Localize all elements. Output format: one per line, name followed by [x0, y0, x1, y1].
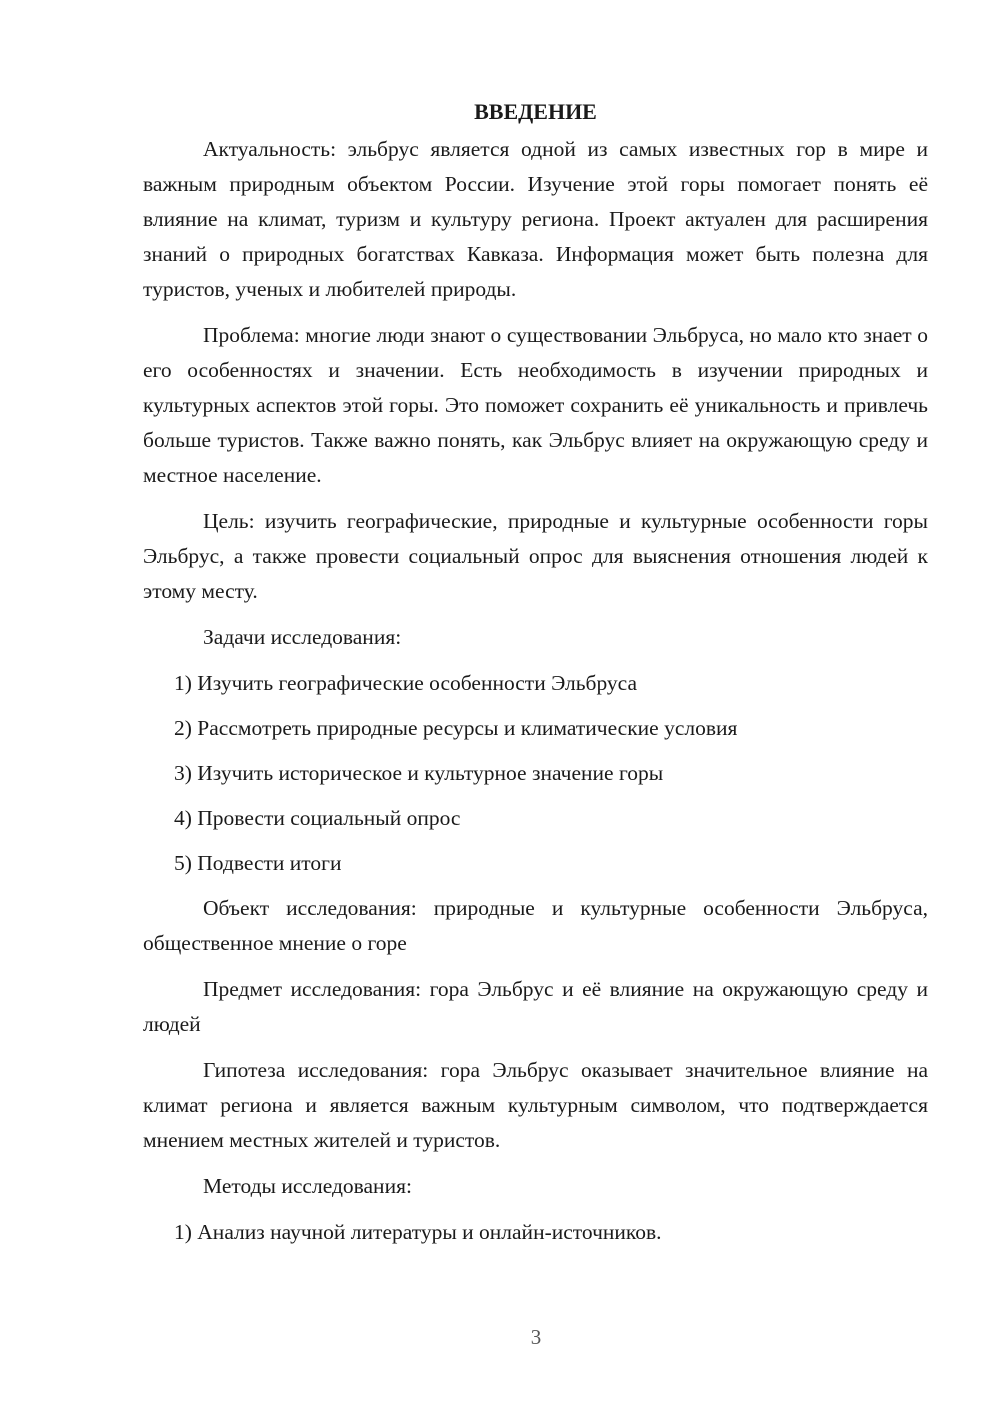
relevance-paragraph: Актуальность: эльбрус является одной из самых известных гор в мире и важным природным объектом России. Изучение этой горы помогает понять её влияние на климат, туризм и культуру региона. Проект актуален для расширения знаний о природных богатствах Кавказа. Информация может быть полезна для туристов, ученых и любителей природы. — [143, 137, 928, 301]
list-item: 1) Анализ научной литературы и онлайн-источников. — [174, 1220, 662, 1244]
methods-list — [143, 1215, 928, 1250]
object-paragraph: Объект исследования: природные и культурные особенности Эльбруса, общественное мнение о горе — [143, 896, 928, 955]
list-item: 2) Рассмотреть природные ресурсы и климатические условия — [174, 716, 738, 740]
problem-paragraph: Проблема: многие люди знают о существовании Эльбруса, но мало кто знает о его особенностях и значении. Есть необходимость в изучении природных и культурных аспектов этой горы. Это поможет сохранить её уникальность и привлечь больше туристов. Также важно понять, как Эльбрус влияет на окружающую среду и местное население. — [143, 323, 928, 487]
list-item: 3) Изучить историческое и культурное значение горы — [174, 761, 664, 785]
methods-label: Методы исследования: — [203, 1174, 412, 1198]
list-item: 4) Провести социальный опрос — [174, 806, 461, 830]
goal-paragraph: Цель: изучить географические, природные и культурные особенности горы Эльбрус, а также провести социальный опрос для выяснения отношения людей к этому месту. — [143, 509, 928, 603]
list-item: 1) Изучить географические особенности Эльбруса — [174, 671, 638, 695]
page-number: 3 — [530, 1325, 542, 1349]
subject-paragraph: Предмет исследования: гора Эльбрус и её влияние на окружающую среду и людей — [143, 977, 928, 1036]
tasks-list — [143, 666, 928, 881]
list-item: 5) Подвести итоги — [174, 851, 342, 875]
document-page — [143, 94, 928, 1260]
tasks-label: Задачи исследования: — [203, 625, 402, 649]
hypothesis-paragraph: Гипотеза исследования: гора Эльбрус оказывает значительное влияние на климат региона и является важным культурным символом, что подтверждается мнением местных жителей и туристов. — [143, 1058, 928, 1152]
section-heading: ВВЕДЕНИЕ — [474, 99, 597, 124]
